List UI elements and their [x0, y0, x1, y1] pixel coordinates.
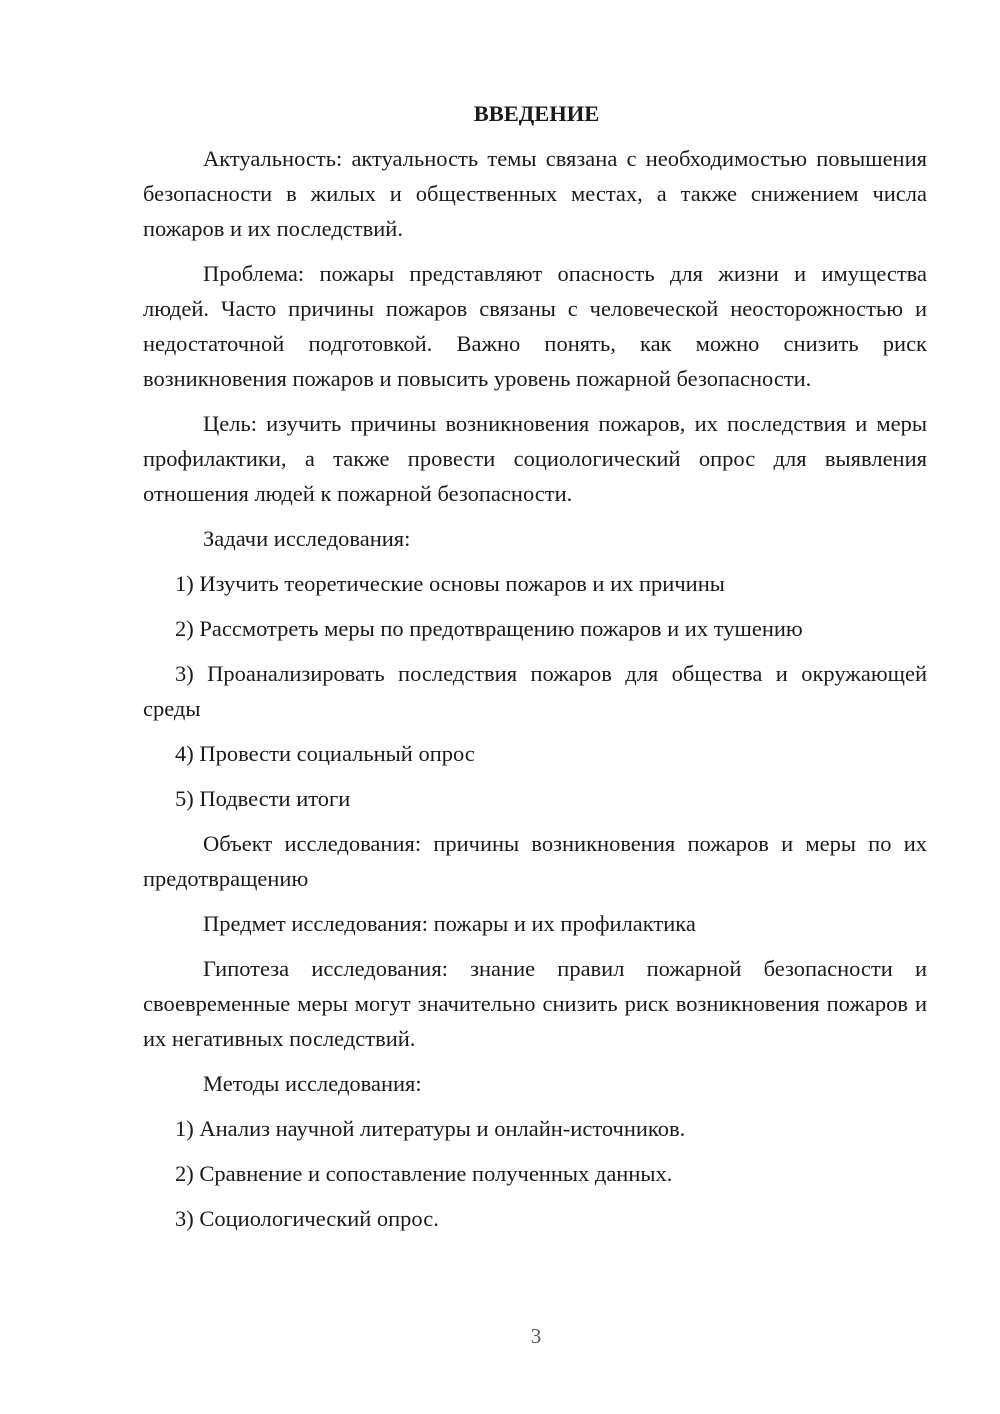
document-page [143, 96, 927, 1246]
paragraph-methods-heading: Методы исследования: [203, 1071, 422, 1096]
paragraph-relevance: Актуальность: актуальность темы связана с необходимостью повышения безопасности в жилых и общественных местах, а также снижением числа пожаров и их последствий. [143, 146, 927, 241]
page-number: 3 [530, 1324, 542, 1348]
paragraph-problem: Проблема: пожары представляют опасность для жизни и имущества людей. Часто причины пожаров связаны с человеческой неосторожностью и недостаточной подготовкой. Важно понять, как можно снизить риск возникновения пожаров и повысить уровень пожарной безопасности. [143, 261, 927, 391]
paragraph-hypothesis: Гипотеза исследования: знание правил пожарной безопасности и своевременные меры могут значительно снизить риск возникновения пожаров и их негативных последствий. [143, 956, 927, 1051]
list-item-task-4: 4) Провести социальный опрос [175, 741, 475, 766]
list-item-task-3: 3) Проанализировать последствия пожаров для общества и окружающей среды [143, 661, 927, 721]
paragraph-goal: Цель: изучить причины возникновения пожаров, их последствия и меры профилактики, а также провести социологический опрос для выявления отношения людей к пожарной безопасности. [143, 411, 927, 506]
list-item-method-2: 2) Сравнение и сопоставление полученных данных. [175, 1161, 673, 1186]
paragraph-subject: Предмет исследования: пожары и их профилактика [203, 911, 696, 936]
paragraph-object: Объект исследования: причины возникновения пожаров и меры по их предотвращению [143, 831, 927, 891]
list-item-task-1: 1) Изучить теоретические основы пожаров и их причины [175, 571, 725, 596]
list-item-method-3: 3) Социологический опрос. [175, 1206, 439, 1231]
paragraph-tasks-heading: Задачи исследования: [203, 526, 411, 551]
section-title: ВВЕДЕНИЕ [473, 101, 600, 126]
list-item-task-5: 5) Подвести итоги [175, 786, 351, 811]
list-item-method-1: 1) Анализ научной литературы и онлайн-источников. [175, 1116, 686, 1141]
list-item-task-2: 2) Рассмотреть меры по предотвращению пожаров и их тушению [175, 616, 803, 641]
